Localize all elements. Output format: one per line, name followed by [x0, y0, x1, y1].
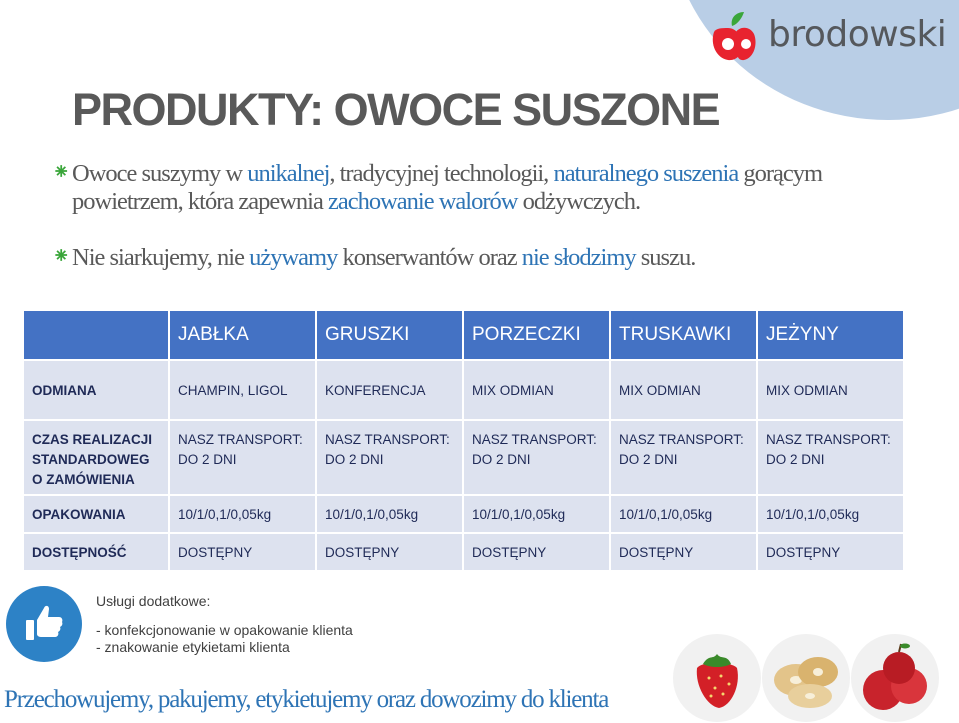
- services-title: Usługi dodatkowe:: [96, 593, 211, 609]
- table-cell: MIX ODMIAN: [464, 361, 609, 419]
- bullet-star-icon: ⁕: [52, 159, 70, 184]
- footer-tagline: Przechowujemy, pakujemy, etykietujemy oraz dowozimy do klienta: [4, 686, 609, 713]
- bullet-text: suszu.: [635, 244, 696, 271]
- table-cell: DOSTĘPNY: [170, 534, 315, 570]
- table-cell: MIX ODMIAN: [611, 361, 756, 419]
- table-corner-cell: [24, 311, 168, 359]
- page-title: PRODUKTY: OWOCE SUSZONE: [72, 84, 720, 135]
- bullet-text: gorącym powietrzem, która zapewnia: [72, 160, 823, 215]
- bullet-text: , tradycyjnej technologii,: [329, 160, 554, 187]
- table-cell: NASZ TRANSPORT: DO 2 DNI: [758, 421, 903, 494]
- table-cell: KONFERENCJA: [317, 361, 462, 419]
- row-label: CZAS REALIZACJI STANDARDOWEG O ZAMÓWIENIA: [24, 421, 168, 494]
- row-label: ODMIANA: [24, 361, 168, 419]
- bullet-highlight: unikalnej: [247, 160, 330, 187]
- row-label: OPAKOWANIA: [24, 496, 168, 532]
- bullet-text: odżywczych.: [517, 188, 641, 215]
- table-row: [24, 496, 903, 532]
- table-row: [24, 421, 903, 494]
- table-cell: 10/1/0,1/0,05kg: [611, 496, 756, 532]
- table-cell: 10/1/0,1/0,05kg: [317, 496, 462, 532]
- table-row: [24, 534, 903, 570]
- apples-image: [851, 634, 939, 722]
- column-header: TRUSKAWKI: [611, 311, 756, 359]
- table-cell: 10/1/0,1/0,05kg: [170, 496, 315, 532]
- row-label: DOSTĘPNOŚĆ: [24, 534, 168, 570]
- table-cell: DOSTĘPNY: [464, 534, 609, 570]
- table-cell: 10/1/0,1/0,05kg: [464, 496, 609, 532]
- bullet-highlight: zachowanie walorów: [327, 188, 518, 215]
- dried-apple-chips-image: [762, 634, 850, 722]
- table-cell: CHAMPIN, LIGOL: [170, 361, 315, 419]
- table-cell: MIX ODMIAN: [758, 361, 903, 419]
- table-cell: DOSTĘPNY: [317, 534, 462, 570]
- table-cell: NASZ TRANSPORT: DO 2 DNI: [464, 421, 609, 494]
- table-cell: NASZ TRANSPORT: DO 2 DNI: [317, 421, 462, 494]
- column-header: GRUSZKI: [317, 311, 462, 359]
- column-header: PORZECZKI: [464, 311, 609, 359]
- bullet-text: konserwantów oraz: [337, 244, 522, 271]
- bullet-highlight: nie słodzimy: [521, 244, 636, 271]
- table-cell: DOSTĘPNY: [611, 534, 756, 570]
- bullet-star-icon: ⁕: [52, 243, 70, 268]
- table-header-row: [24, 311, 903, 359]
- bullet-highlight: naturalnego suszenia: [553, 160, 739, 187]
- bullet-list: [52, 160, 872, 300]
- additional-services: [96, 593, 353, 656]
- services-item: - konfekcjonowanie w opakowanie klienta: [96, 622, 353, 638]
- table-cell: DOSTĘPNY: [758, 534, 903, 570]
- table-cell: NASZ TRANSPORT: DO 2 DNI: [170, 421, 315, 494]
- product-table: [22, 309, 905, 572]
- bullet-text: Nie siarkujemy, nie: [72, 244, 250, 271]
- bullet-item: [52, 244, 872, 272]
- brand-name: brodowski: [768, 14, 947, 55]
- column-header: JABŁKA: [170, 311, 315, 359]
- bullet-highlight: używamy: [249, 244, 338, 271]
- table-row: [24, 361, 903, 419]
- strawberry-image: [673, 634, 761, 722]
- table-cell: 10/1/0,1/0,05kg: [758, 496, 903, 532]
- bullet-item: [52, 160, 872, 216]
- services-item: - znakowanie etykietami klienta: [96, 639, 290, 655]
- thumbs-up-icon: [6, 586, 82, 662]
- table-cell: NASZ TRANSPORT: DO 2 DNI: [611, 421, 756, 494]
- bullet-text: Owoce suszymy w: [72, 160, 248, 187]
- column-header: JEŻYNY: [758, 311, 903, 359]
